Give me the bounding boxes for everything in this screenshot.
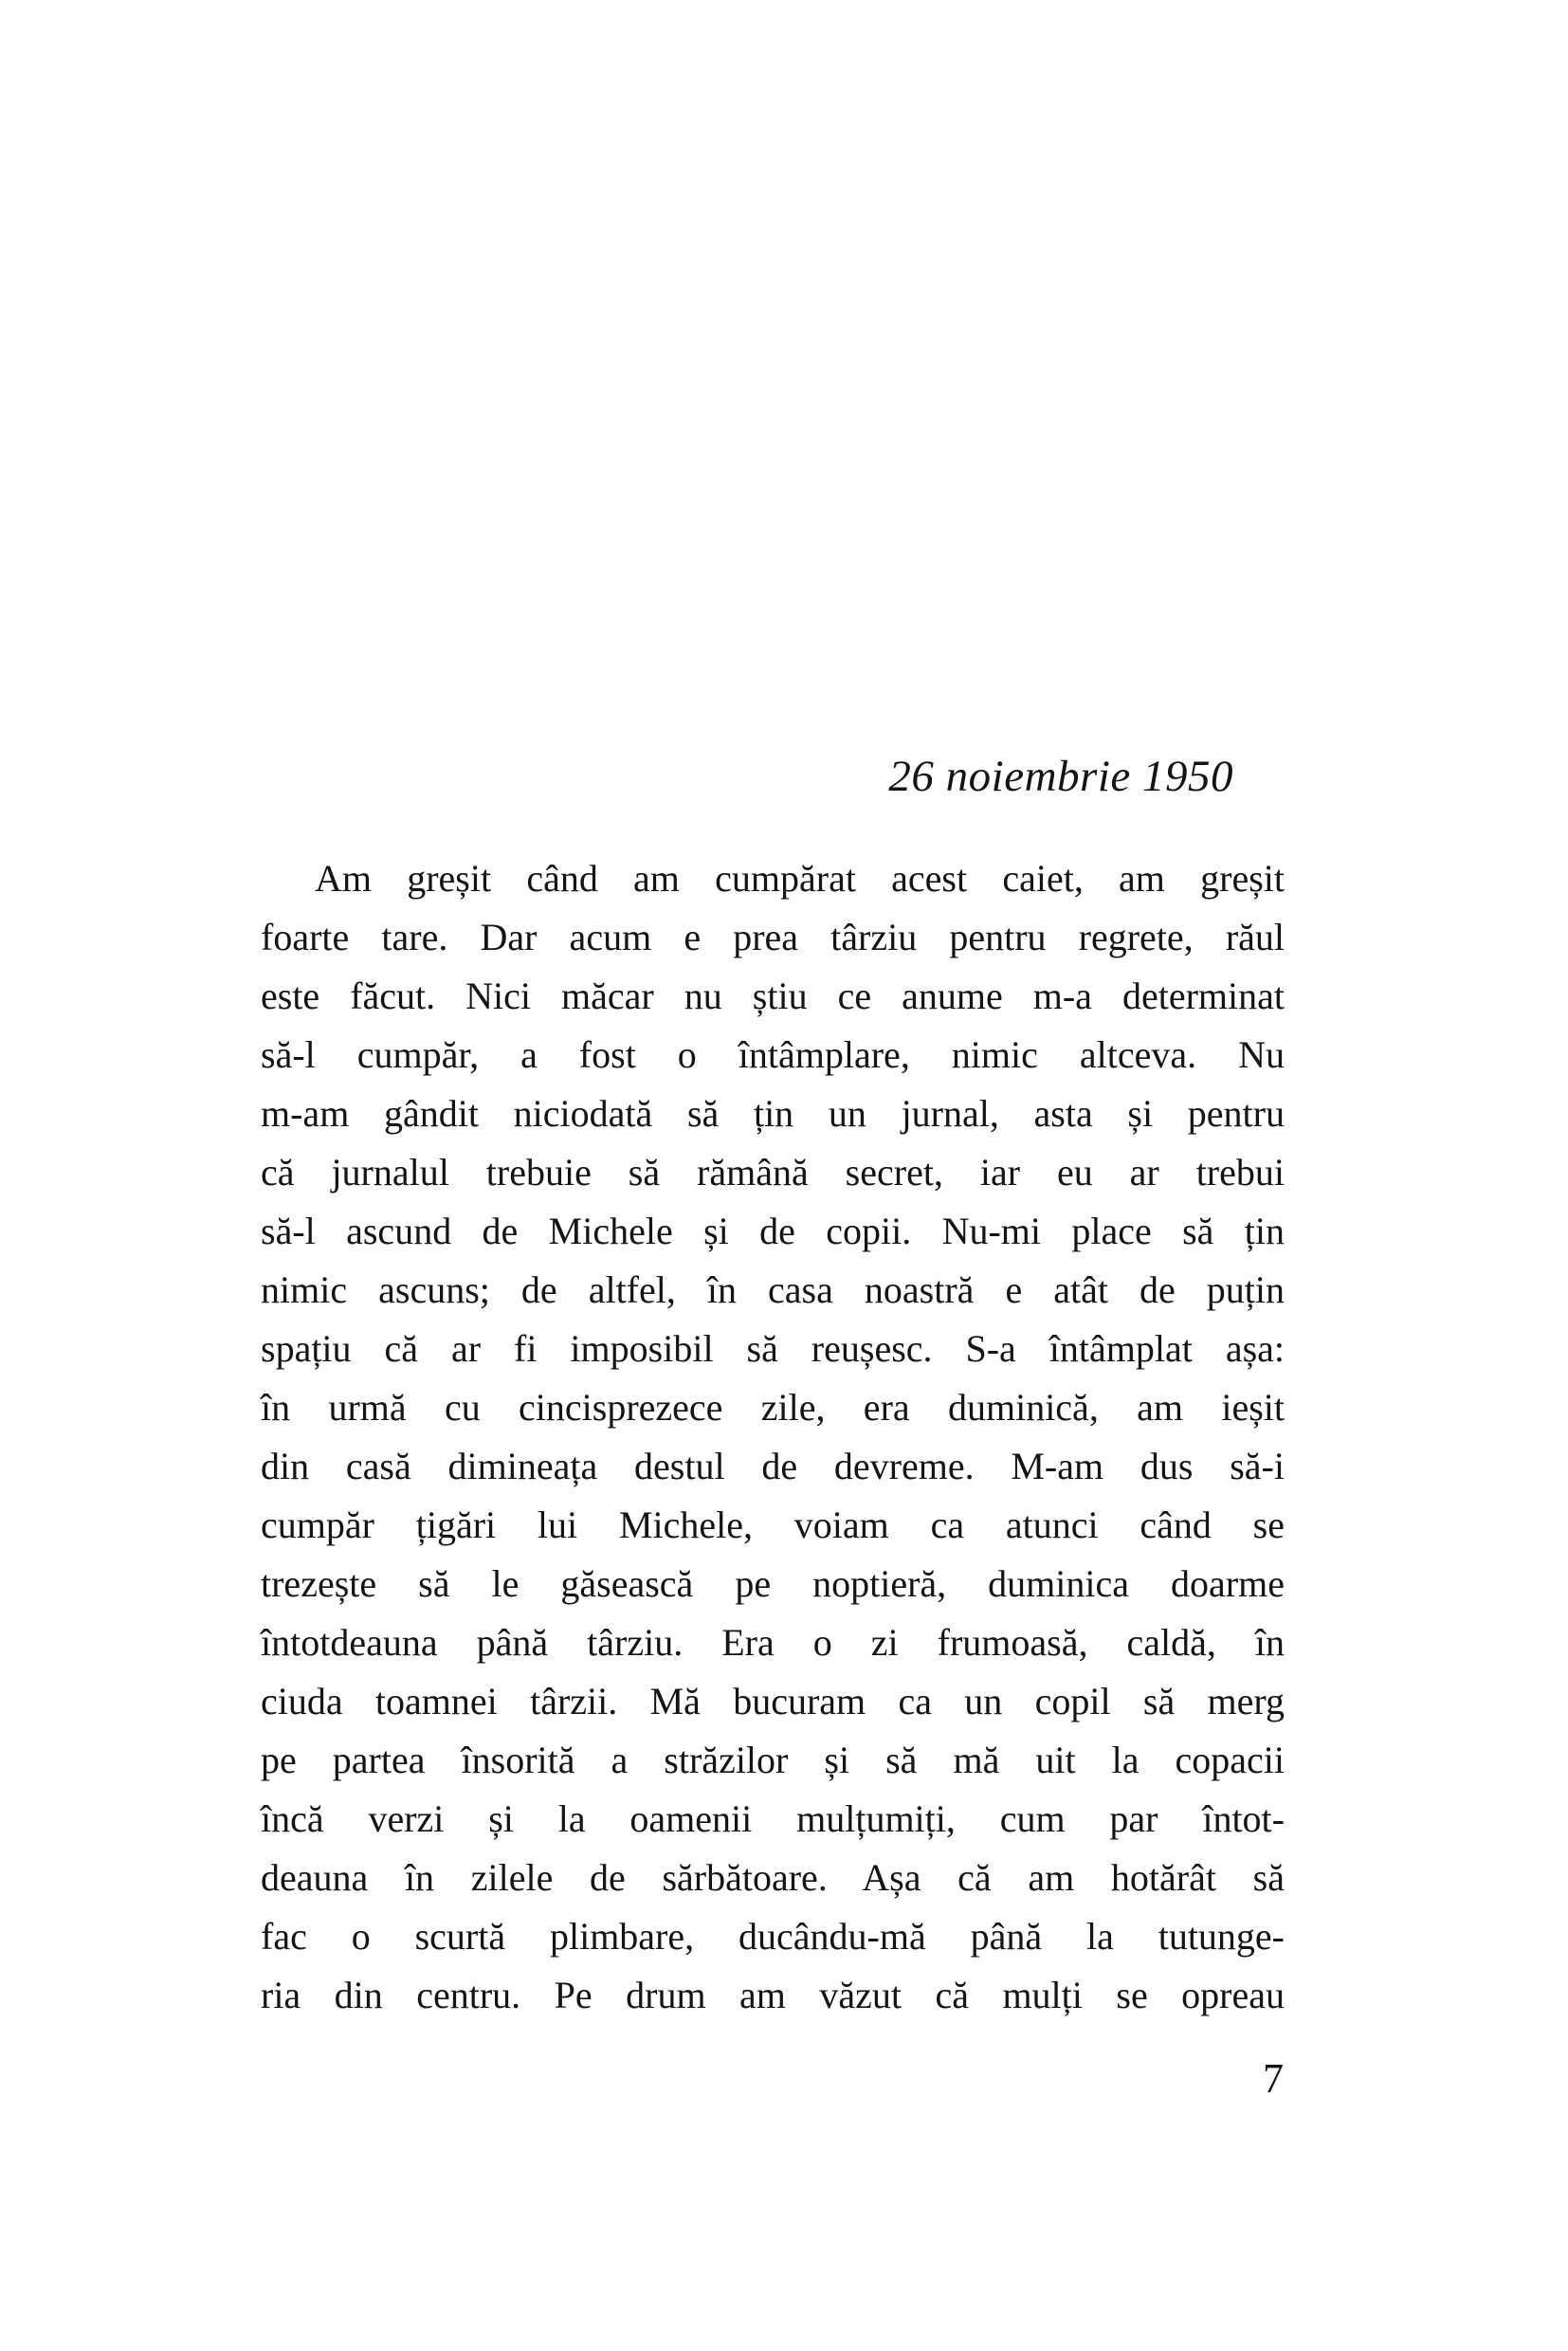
paragraph-line: spațiu că ar fi imposibil să reușesc. S-a întâmplat așa: xyxy=(261,1327,1285,1370)
paragraph-line: deauna în zilele de sărbătoare. Așa că am hotărât să xyxy=(261,1856,1285,1899)
body-paragraph xyxy=(261,849,1285,2025)
paragraph-line: ciuda toamnei târzii. Mă bucuram ca un copil să merg xyxy=(261,1680,1285,1722)
paragraph-line: este făcut. Nici măcar nu știu ce anume m-a determinat xyxy=(261,975,1285,1017)
paragraph-line: întotdeauna până târziu. Era o zi frumoasă, caldă, în xyxy=(261,1621,1285,1664)
paragraph-line: fac o scurtă plimbare, ducându-mă până la tutunge- xyxy=(261,1915,1285,1958)
paragraph-line: că jurnalul trebuie să rămână secret, iar eu ar trebui xyxy=(261,1151,1285,1194)
page-number: 7 xyxy=(1263,2055,1284,2102)
paragraph-line: trezește să le găsească pe noptieră, duminica doarme xyxy=(261,1562,1285,1605)
paragraph-line: încă verzi și la oamenii mulțumiți, cum par întot- xyxy=(261,1797,1285,1840)
paragraph-line: în urmă cu cincisprezece zile, era duminică, am ieșit xyxy=(261,1386,1285,1429)
text-block xyxy=(261,747,1285,2025)
paragraph-line: m-am gândit niciodată să țin un jurnal, asta și pentru xyxy=(261,1092,1285,1135)
paragraph-line: cumpăr țigări lui Michele, voiam ca atunci când se xyxy=(261,1504,1285,1546)
paragraph-line: din casă dimineața destul de devreme. M-am dus să-i xyxy=(261,1445,1285,1487)
paragraph-line: nimic ascuns; de altfel, în casa noastră e atât de puțin xyxy=(261,1268,1285,1311)
entry-date-heading: 26 noiembrie 1950 xyxy=(888,752,1233,801)
paragraph-line: foarte tare. Dar acum e prea târziu pentru regrete, răul xyxy=(261,916,1285,958)
paragraph-line: Am greșit când am cumpărat acest caiet, am greșit xyxy=(315,857,1285,900)
paragraph-line: ria din centru. Pe drum am văzut că mulți se opreau xyxy=(261,1974,1285,2016)
paragraph-line: să-l cumpăr, a fost o întâmplare, nimic altceva. Nu xyxy=(261,1033,1285,1076)
paragraph-line: pe partea însorită a străzilor și să mă uit la copacii xyxy=(261,1739,1285,1781)
paragraph-line: să-l ascund de Michele și de copii. Nu-mi place să țin xyxy=(261,1210,1285,1252)
